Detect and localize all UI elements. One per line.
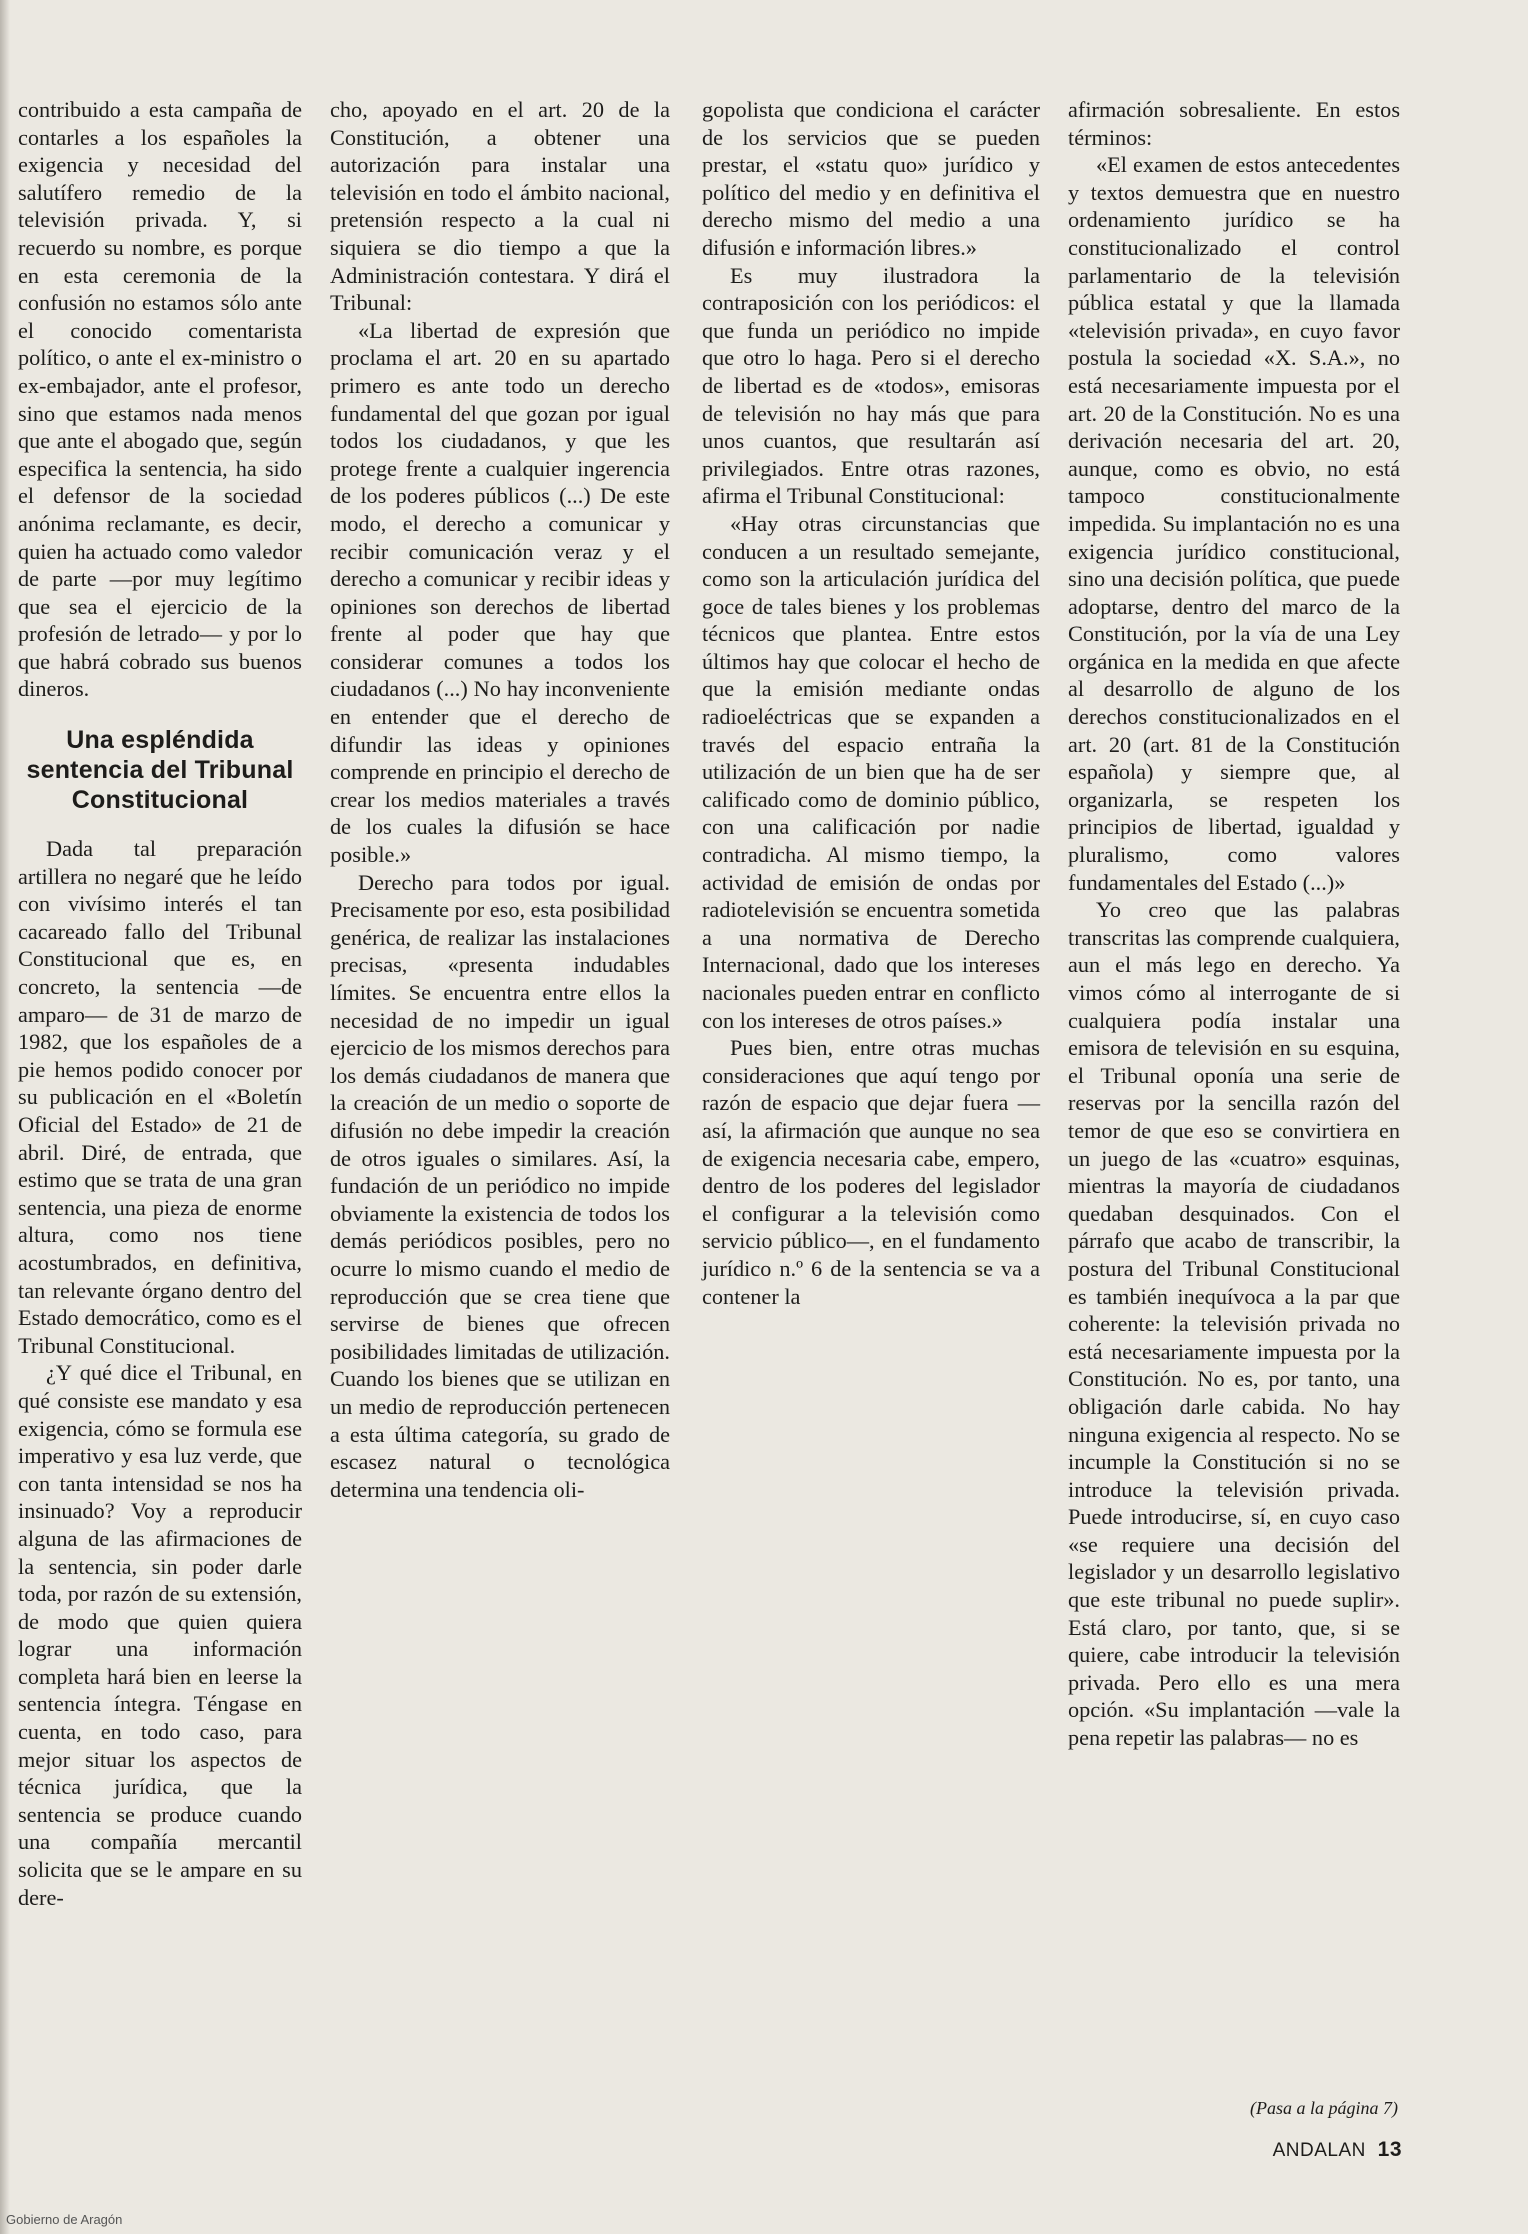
quotation-paragraph: «El examen de estos antecedentes y textos demuestra que en nuestro ordenamiento jurídico se ha constitucionalizado el control parlamentario de la televisión pública estatal y que la llamada «televisión privada», en cuyo favor postula la sociedad «X. S.A.», no está necesariamente impuesta por el art. 20 de la Constitución. No es una derivación necesaria del art. 20, aunque, como es obvio, no está tampoco constitucionalmente impedida. Su implantación no es una exigencia jurídico constitucional, sino una decisión política, que puede adoptarse, dentro del marco de la Constitución, por la vía de una Ley orgánica en la medida en que afecte al desarrollo de alguno de los derechos constitucionalizados en el art. 20 (art. 81 de la Constitución española) y siempre que, al organizarla, se respeten los principios de libertad, igualdad y pluralismo, como valores fundamentales del Estado (...)» [1068, 152, 1400, 895]
paragraph: Pues bien, entre otras muchas consideraciones que aquí tengo por razón de espacio que dejar fuera —así, la afirmación que aunque no sea de exigencia necesaria cabe, empero, dentro de los poderes del legislador el configurar a la televisión como servicio público—, en el fundamento jurídico n.º 6 de la sentencia se va a contener la [702, 1035, 1040, 1309]
article-column-3 [702, 96, 1040, 1310]
article-column-2 [330, 96, 670, 1503]
paragraph: Es muy ilustradora la contraposición con los periódicos: el que funda un periódico no impide que otro lo haga. Pero si el derecho de libertad es de «todos», emisoras de televisión no hay más que para unos cuantos, que resultarán así privilegiados. Entre otras razones, afirma el Tribunal Constitucional: [702, 262, 1040, 509]
article-column-4 [1068, 96, 1400, 1752]
paragraph: Derecho para todos por igual. Precisamente por eso, esta posibilidad genérica, de realizar las instalaciones precisas, «presenta indudables límites. Se encuentra entre ellos la necesidad de no impedir un igual ejercicio de los mismos derechos para los demás ciudadanos de manera que la creación de un medio o soporte de difusión no debe impedir la creación de otros iguales o similares. Así, la fundación de un periódico no impide obviamente la existencia de todos los demás periódicos posibles, pero no ocurre lo mismo cuando el medio de reproducción que se crea tiene que servirse de bienes que ofrecen posibilidades limitadas de utilización. Cuando los bienes que se utilizan en un medio de reproducción pertenecen a esta última categoría, su grado de escasez natural o tecnológica determina una tendencia oli- [330, 869, 670, 1502]
paragraph: Yo creo que las palabras transcritas las comprende cualquiera, aun el más lego en derecho. Ya vimos cómo al interrogante de si cualquiera podía instalar una emisora de televisión en su esquina, el Tribunal oponía una serie de reservas por la sencilla razón del temor de que eso se convirtiera en un juego de las «cuatro» esquinas, mientras la mayoría de ciudadanos quedaban desquinados. Con el párrafo que acabo de transcribir, la postura del Tribunal Constitucional es también inequívoca a la par que coherente: la televisión privada no está necesariamente impuesta por la Constitución. No es, por tanto, una obligación darle cabida. No hay ninguna exigencia al respecto. No se incumple la Constitución si no se introduce la televisión privada. Puede introducirse, sí, en cuyo caso «se requiere una decisión del legislador y un desarrollo legislativo que este tribunal no puede suplir». Está claro, por tanto, que, si se quiere, cabe introducir la televisión privada. Pero ello es una mera opción. «Su implantación —vale la pena repetir las palabras— no es [1068, 897, 1400, 1751]
page-footer [1273, 2138, 1402, 2162]
image-credit: Gobierno de Aragón [6, 2212, 123, 2227]
paragraph: Dada tal preparación artillera no negaré que he leído con vivísimo interés el tan cacareado fallo del Tribunal Constitucional que es, en concreto, la sentencia —de amparo— de 31 de marzo de 1982, que los españoles de a pie hemos podido conocer por su publicación en el «Boletín Oficial del Estado» de 21 de abril. Diré, de entrada, que estimo que se trata de una gran sentencia, una pieza de enorme altura, como nos tiene acostumbrados, en definitiva, tan relevante órgano dentro del Estado democrático, como es el Tribunal Constitucional. [18, 836, 302, 1358]
paragraph: contribuido a esta campaña de contarles a los españoles la exigencia y necesidad del salutífero remedio de la televisión privada. Y, si recuerdo su nombre, es porque en esta ceremonia de la confusión no estamos sólo ante el conocido comentarista político, o ante el ex-ministro o ex-embajador, ante el profesor, sino que estamos nada menos que ante el abogado que, según especifica la sentencia, ha sido el defensor de la sociedad anónima reclamante, es decir, quien ha actuado como valedor de parte —por muy legítimo que sea el ejercicio de la profesión de letrado— y por lo que habrá cobrado sus buenos dineros. [18, 97, 302, 702]
publication-name: ANDALAN [1272, 2140, 1366, 2161]
paragraph: afirmación sobresaliente. En estos términos: [1068, 97, 1400, 150]
quotation-paragraph: «La libertad de expresión que proclama el art. 20 en su apartado primero es ante todo un derecho fundamental del que gozan por igual todos los ciudadanos, y que les protege frente a cualquier ingerencia de los poderes públicos (...) De este modo, el derecho a comunicar y recibir comunicación veraz y el derecho a comunicar y recibir ideas y opiniones son derechos de libertad frente al poder que hay que considerar comunes a todos los ciudadanos (...) No hay inconveniente en entender que el derecho de difundir las ideas y opiniones comprende en principio el derecho de crear los medios materiales a través de los cuales la difusión se hace posible.» [330, 317, 670, 868]
paragraph: gopolista que condiciona el carácter de los servicios que se pueden prestar, el «statu quo» jurídico y político del medio y en definitiva el derecho mismo del medio a una difusión e información libres.» [702, 97, 1040, 260]
page-binding-edge [0, 0, 10, 2234]
article-column-1 [18, 96, 302, 1911]
quotation-paragraph: «Hay otras circunstancias que conducen a un resultado semejante, como son la articulación jurídica del goce de tales bienes y los problemas técnicos que plantea. Entre estos últimos hay que colocar el hecho de que la emisión mediante ondas radioeléctricas que se expanden a través del espacio entraña la utilización de un bien que ha de ser calificado como de dominio público, con una calificación por nadie contradicha. Al mismo tiempo, la actividad de emisión de ondas por radiotelevisión se encuentra sometida a una normativa de Derecho Internacional, dado que los intereses nacionales pueden entrar en conflicto con los intereses de otros países.» [702, 510, 1040, 1033]
continuation-note: (Pasa a la página 7) [1250, 2098, 1398, 2118]
paragraph: ¿Y qué dice el Tribunal, en qué consiste ese mandato y esa exigencia, cómo se formula ese imperativo y esa luz verde, que con tanta intensidad se nos ha insinuado? Voy a reproducir alguna de las afirmaciones de la sentencia, sin poder darle toda, por razón de su extensión, de modo que quien quiera lograr una información completa hará bien en leerse la sentencia íntegra. Téngase en cuenta, en todo caso, para mejor situar los aspectos de técnica jurídica, que la sentencia se produce cuando una compañía mercantil solicita que se le ampare en su dere- [18, 1360, 302, 1910]
page-number: 13 [1377, 2138, 1402, 2161]
section-subheading: Una espléndida sentencia del Tribunal Constitucional [26, 726, 294, 815]
paragraph: cho, apoyado en el art. 20 de la Constitución, a obtener una autorización para instalar una televisión en todo el ámbito nacional, pretensión respecto a la cual ni siquiera se dio tiempo a que la Administración contestara. Y dirá el Tribunal: [330, 97, 670, 316]
